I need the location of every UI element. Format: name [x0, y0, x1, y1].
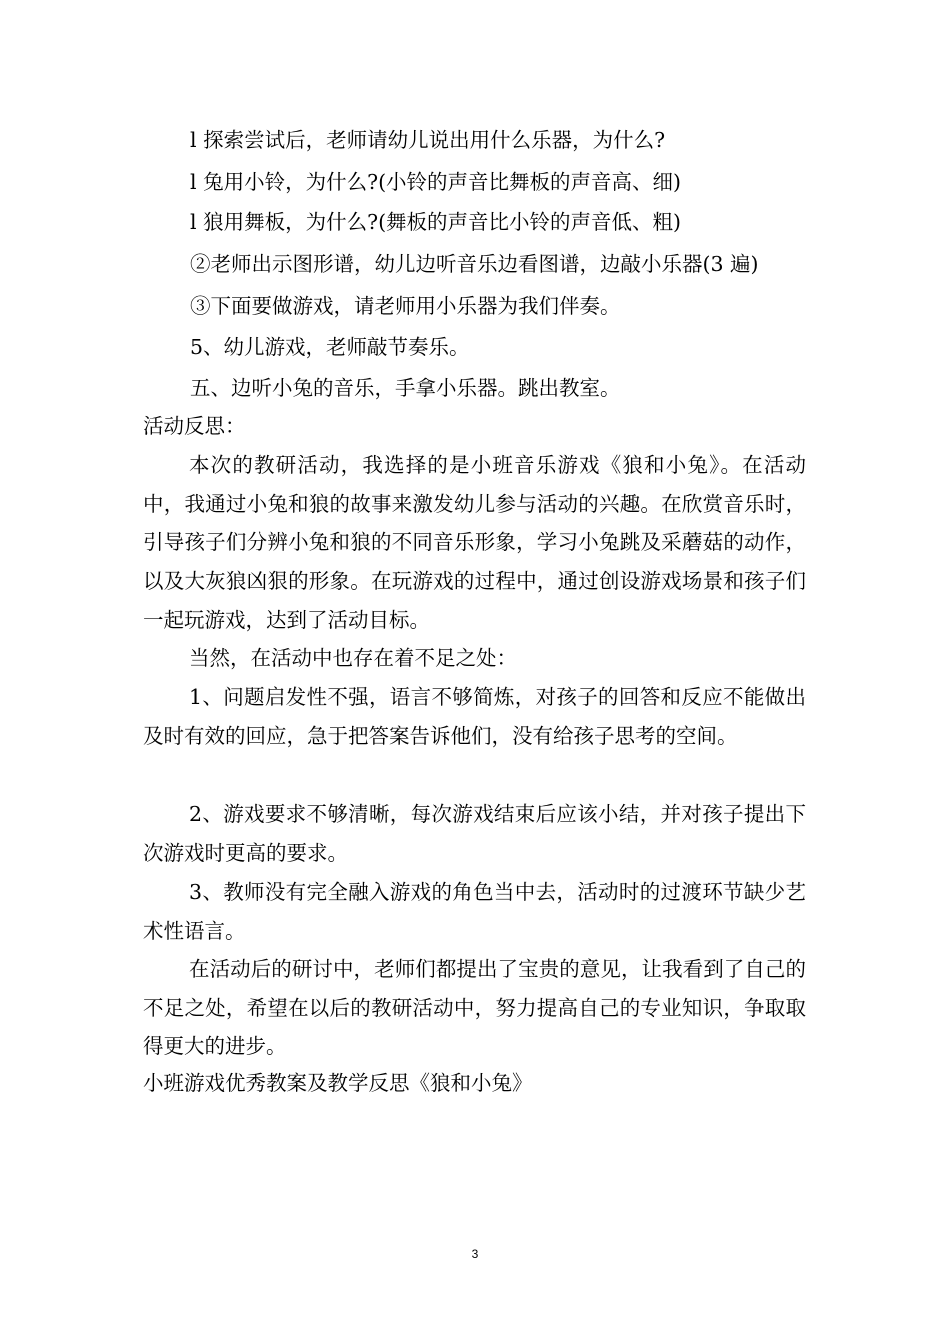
reflection-heading: 活动反思：: [143, 414, 246, 438]
reflection-point-3: 3、教师没有完全融入游戏的角色当中去，活动时的过渡环节缺少艺术性语言。: [143, 880, 806, 943]
document-title-footer: 小班游戏优秀教案及教学反思《狼和小兔》: [143, 1071, 533, 1095]
reflection-paragraph-1: 本次的教研活动，我选择的是小班音乐游戏《狼和小兔》。在活动中，我通过小兔和狼的故事来激发幼儿参与活动的兴趣。在欣赏音乐时，引导孩子们分辨小兔和狼的不同音乐形象，学习小兔跳及采蘑菇的动作，以及大灰狼凶狠的形象。在玩游戏的过程中，通过创设游戏场景和孩子们一起玩游戏，达到了活动目标。: [143, 453, 806, 632]
step-line-6: 5、幼儿游戏，老师敲节奏乐。: [190, 335, 470, 359]
step-line-7: 五、边听小兔的音乐，手拿小乐器。跳出教室。: [190, 376, 621, 400]
step-line-4: ②老师出示图形谱，幼儿边听音乐边看图谱，边敲小乐器(3 遍): [190, 252, 759, 276]
step-line-1: l 探索尝试后，老师请幼儿说出用什么乐器，为什么?: [190, 128, 666, 152]
reflection-point-2: 2、游戏要求不够清晰，每次游戏结束后应该小结，并对孩子提出下次游戏时更高的要求。: [143, 802, 806, 865]
page-number: 3: [471, 1247, 479, 1261]
reflection-paragraph-2: 当然，在活动中也存在着不足之处：: [189, 646, 517, 670]
step-line-2: l 兔用小铃，为什么?(小铃的声音比舞板的声音高、细): [190, 170, 682, 194]
step-line-3: l 狼用舞板，为什么?(舞板的声音比小铃的声音低、粗): [190, 210, 682, 234]
reflection-point-1: 1、问题启发性不强，语言不够简炼，对孩子的回答和反应不能做出及时有效的回应，急于把答案告诉他们，没有给孩子思考的空间。: [143, 685, 806, 748]
reflection-paragraph-3: 在活动后的研讨中，老师们都提出了宝贵的意见，让我看到了自己的不足之处，希望在以后的教研活动中，努力提高自己的专业知识，争取取得更大的进步。: [143, 957, 806, 1059]
step-line-5: ③下面要做游戏，请老师用小乐器为我们伴奏。: [190, 294, 621, 318]
